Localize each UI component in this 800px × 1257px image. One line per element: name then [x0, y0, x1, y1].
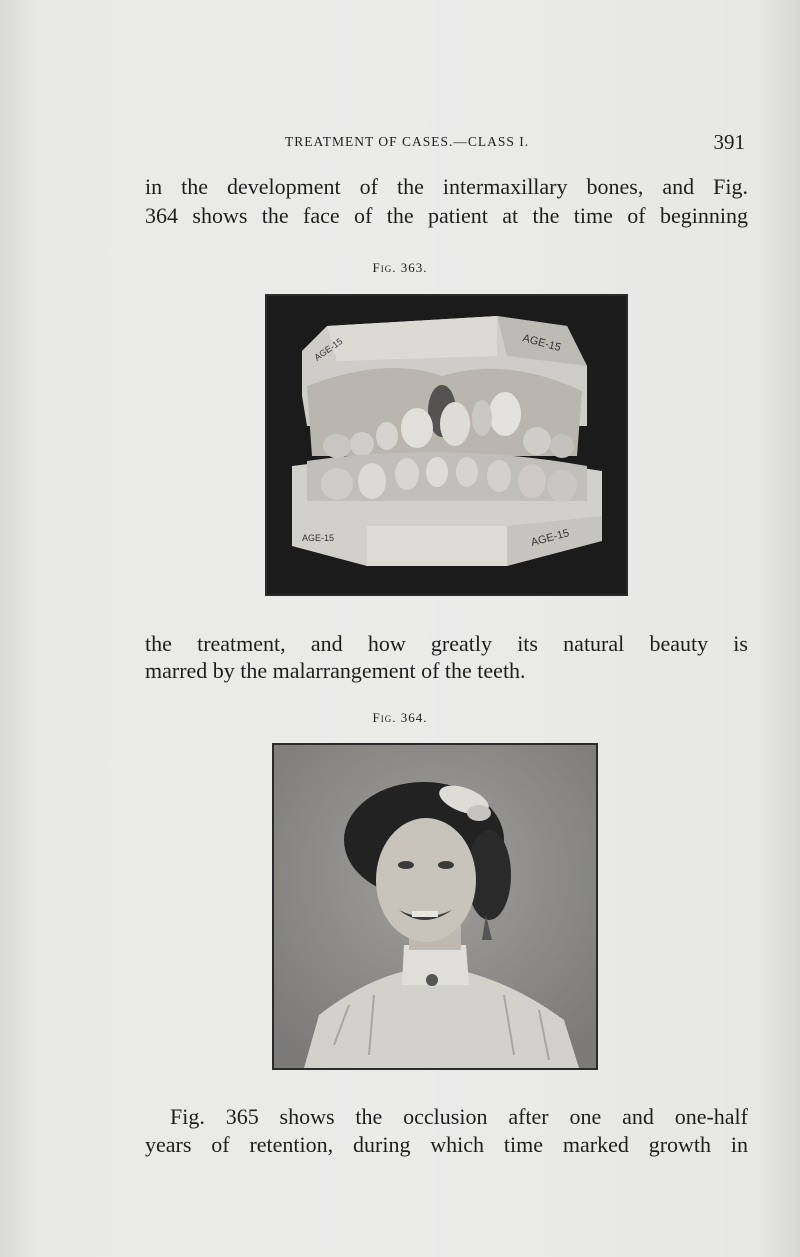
figure-caption-363: Fig. 363.	[372, 260, 428, 275]
paragraph-line: 364 shows the face of the patient at the time of beginning	[145, 203, 748, 228]
patient-portrait-photo	[274, 745, 596, 1068]
cast-label: AGE-15	[312, 336, 345, 363]
paragraph-line: marred by the malarrangement of the teeth.	[145, 658, 526, 683]
running-title: TREATMENT OF CASES.—CLASS I.	[285, 134, 530, 149]
dental-casts-photo	[267, 296, 626, 594]
cast-label: AGE-15	[302, 533, 335, 543]
figure-caption-364: Fig. 364.	[372, 710, 428, 725]
figure-patient-portrait	[272, 743, 598, 1070]
figure-dental-casts	[265, 294, 628, 596]
paragraph-line: Fig. 365 shows the occlusion after one and one-half	[170, 1104, 748, 1129]
cast-label: AGE-15	[521, 332, 563, 355]
paragraph-line: years of retention, during which time marked growth in	[145, 1132, 748, 1157]
paragraph-line: in the development of the intermaxillary bones, and Fig.	[145, 174, 748, 199]
cast-label: AGE-15	[529, 527, 571, 549]
page-header	[285, 132, 745, 156]
paragraph-line: the treatment, and how greatly its natural beauty is	[145, 631, 748, 656]
page-number: 391	[713, 130, 745, 154]
